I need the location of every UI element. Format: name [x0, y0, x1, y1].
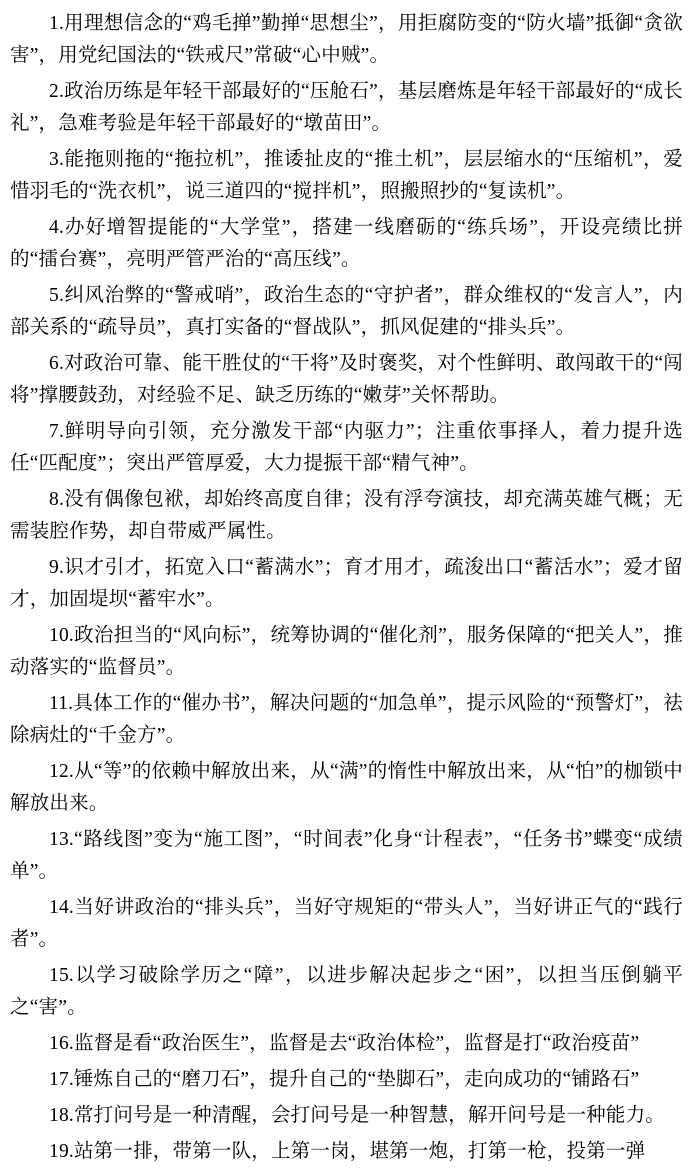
paragraph: 12.从“等”的依赖中解放出来，从“满”的惰性中解放出来，从“怕”的枷锁中解放出来。	[10, 761, 683, 814]
paragraph: 14.当好讲政治的“排头兵”，当好守规矩的“带头人”，当好讲正气的“践行者”。	[10, 897, 683, 950]
paragraph: 5.纠风治弊的“警戒哨”，政治生态的“守护者”，群众维权的“发言人”，内部关系的“疏导员”，真打实备的“督战队”，抓风促建的“排头兵”。	[10, 285, 683, 338]
paragraph: 15.以学习破除学历之“障”，以进步解决起步之“困”，以担当压倒躺平之“害”。	[10, 965, 683, 1018]
paragraph: 16.监督是看“政治医生”，监督是去“政治体检”，监督是打“政治疫苗”	[49, 1033, 640, 1054]
paragraph: 3.能拖则拖的“拖拉机”，推诿扯皮的“推土机”，层层缩水的“压缩机”，爱惜羽毛的“洗衣机”，说三道四的“搅拌机”，照搬照抄的“复读机”。	[10, 149, 683, 202]
paragraph: 6.对政治可靠、能干胜仗的“干将”及时褒奖，对个性鲜明、敢闯敢干的“闯将”撑腰鼓劲，对经验不足、缺乏历练的“嫩芽”关怀帮助。	[10, 353, 683, 406]
paragraph: 9.识才引才，拓宽入口“蓄满水”；育才用才，疏浚出口“蓄活水”；爱才留才，加固堤坝“蓄牢水”。	[10, 557, 683, 610]
paragraph: 4.办好增智提能的“大学堂”，搭建一线磨砺的“练兵场”，开设亮绩比拼的“擂台赛”，亮明严管严治的“高压线”。	[10, 217, 683, 270]
paragraph: 11.具体工作的“催办书”，解决问题的“加急单”，提示风险的“预警灯”，祛除病灶的“千金方”。	[10, 693, 683, 746]
paragraph: 7.鲜明导向引领，充分激发干部“内驱力”；注重依事择人，着力提升选任“匹配度”；突出严管厚爱，大力提振干部“精气神”。	[10, 421, 683, 474]
paragraph: 17.锤炼自己的“磨刀石”，提升自己的“垫脚石”，走向成功的“铺路石”	[49, 1069, 640, 1090]
paragraph: 1.用理想信念的“鸡毛掸”勤掸“思想尘”，用拒腐防变的“防火墙”抵御“贪欲害”，用党纪国法的“铁戒尺”常破“心中贼”。	[10, 13, 683, 66]
paragraph: 13.“路线图”变为“施工图”，“时间表”化身“计程表”，“任务书”蝶变“成绩单”。	[10, 829, 683, 882]
paragraph: 8.没有偶像包袱，却始终高度自律；没有浮夸演技，却充满英雄气概；无需装腔作势，却自带威严属性。	[10, 489, 683, 542]
paragraph: 10.政治担当的“风向标”，统筹协调的“催化剂”，服务保障的“把关人”，推动落实的“监督员”。	[10, 625, 683, 678]
paragraph: 18.常打问号是一种清醒，会打问号是一种智慧，解开问号是一种能力。	[49, 1105, 665, 1126]
paragraph: 2.政治历练是年轻干部最好的“压舱石”，基层磨炼是年轻干部最好的“成长礼”，急难考验是年轻干部最好的“墩苗田”。	[10, 81, 683, 134]
paragraph: 19.站第一排，带第一队，上第一岗，堪第一炮，打第一枪，投第一弹	[49, 1141, 646, 1162]
